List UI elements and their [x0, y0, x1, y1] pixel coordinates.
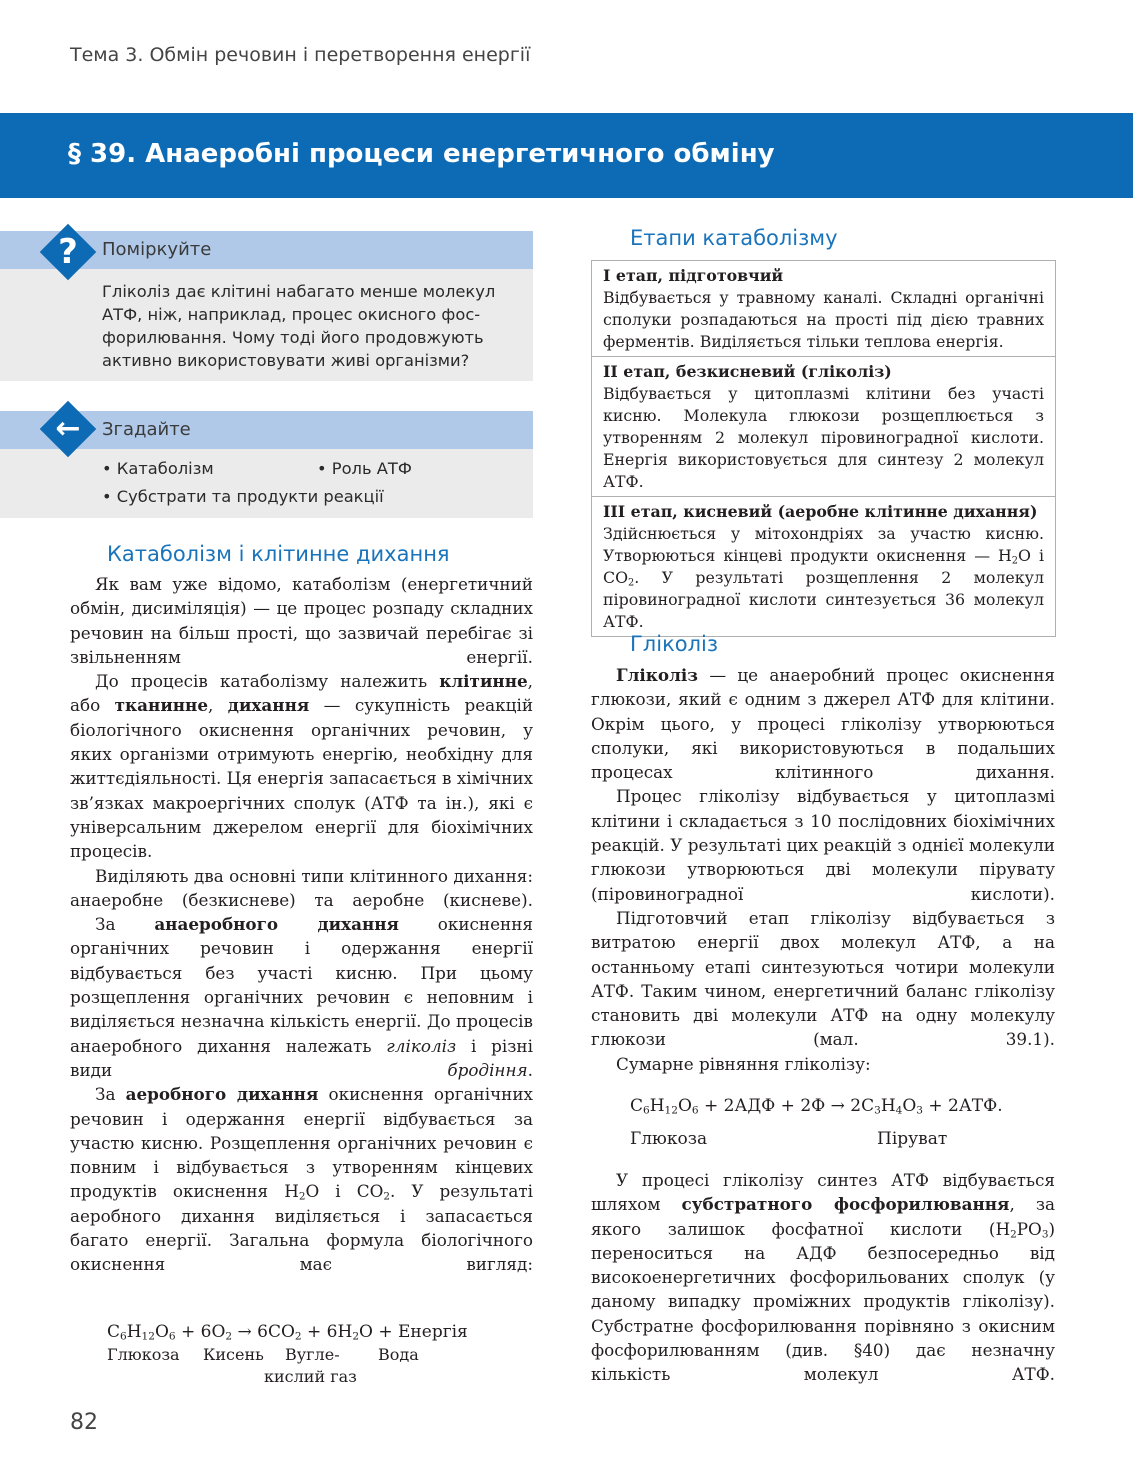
paragraph: За анаеробного дихання окиснення органічних речовин і одержання енергії відбувається без участі кисню. При цьому розщеплення органічних речовин є неповним і виділяється незначна кількість енергії. До процесів анаеробного дихання належать гліколіз і різні види бродіння.	[70, 914, 534, 1080]
equation-label: кислий газ	[264, 1367, 357, 1386]
recall-box-label: Згадайте	[102, 419, 191, 440]
equation-glycolysis: $C_6H_{12}O_6 + 2АДФ + 2Ф \to 2C_3H_4O_3 + 2АТФ$.	[630, 1096, 1003, 1117]
recall-item: • Роль АТФ	[317, 459, 412, 478]
equation-label: Кисень	[203, 1345, 264, 1364]
stage-text: Відбувається у травному каналі. Складні органічні сполуки розпадаються на прості під дією травних ферментів. Виділяється тільки теплова енергія.	[603, 288, 1044, 351]
think-line: Гліколіз дає клітині набагато менше молекул	[102, 282, 496, 301]
arrow-left-glyph: ←	[55, 411, 81, 446]
recall-item: • Субстрати та продукти реакції	[102, 487, 384, 506]
stage-row	[592, 497, 1055, 636]
think-box-label: Поміркуйте	[102, 239, 212, 260]
running-head: Тема 3. Обмін речовин і перетворення енергії	[70, 44, 531, 66]
think-line: АТФ, ніж, наприклад, процес окисного фос-	[102, 305, 481, 324]
stage-title: II етап, безкисневий (гліколіз)	[603, 362, 892, 381]
chapter-title: § 39. Анаеробні процеси енергетичного обміну	[68, 139, 775, 169]
section-title-catabolism: Катаболізм і клітинне дихання	[107, 542, 450, 566]
paragraph: Як вам уже відомо, катаболізм (енергетичний обмін, дисиміляція) — це процес розпаду складних речовин на більш прості, що зазвичай перебігає зі звільненням енергії.	[70, 574, 533, 667]
chapter-banner	[0, 113, 1133, 198]
stage-text: Здійснюється у мітохондріях за участю кисню. Утворюються кінцеві продукти окиснення — $H_2O$ і $CO_2$. У результаті розщеплення 2 молекул піровиноградної кислоти синтезується 36 молекул АТФ.	[603, 524, 1044, 631]
recall-box-body	[0, 449, 533, 518]
paragraph: До процесів катаболізму належить клітинне, або тканинне, дихання — сукупність реакцій біологічного окиснення органічних речовин, у яких організми отримують енергію, необхідну для життєдіяльності. Ця енергія запасається в хімічних зв’язках макроергічних сполук (АТФ та ін.), які є універсальним джерелом енергії для біохімічних процесів.	[70, 671, 534, 862]
equation-respiration: $C_6H_{12}O_6 + 6O_2 \to 6CO_2 + 6H_2O$ + Енергія	[107, 1322, 468, 1343]
left-column-text	[70, 572, 533, 1277]
section-title-glycolysis: Гліколіз	[630, 632, 719, 656]
equation-label: Вода	[378, 1345, 419, 1364]
stage-title: III етап, кисневий (аеробне клітинне дихання)	[603, 502, 1038, 521]
stage-text: Відбувається у цитоплазмі клітини без участі кисню. Молекула глюкози розщеплюється з утворенням 2 молекул піровиноградної кислоти. Енергія використовується для синтезу 2 молекул АТФ.	[603, 384, 1044, 491]
stage-row	[592, 261, 1055, 357]
paragraph: За аеробного дихання окиснення органічних речовин і одержання енергії відбувається за участю кисню. Розщеплення органічних речовин є повним і відбувається з утворенням кінцевих продуктів окиснення $H_2O$ і $CO_2$. У результаті аеробного дихання виділяється і запасається багато енергії. Загальна формула біологічного окиснення має вигляд:	[70, 1084, 534, 1275]
stage-title: I етап, підготовчий	[603, 266, 784, 285]
equation-label: Глюкоза	[107, 1345, 180, 1364]
equation-label: Глюкоза	[630, 1129, 708, 1149]
equation-label: Вугле-	[285, 1345, 340, 1364]
think-box-text	[102, 280, 512, 372]
section-title-stages: Етапи катаболізму	[630, 226, 838, 250]
paragraph: У процесі гліколізу синтез АТФ відбувається шляхом субстратного фосфорилювання, за якого залишок фосфатної кислоти $(H_2PO_3)$ переноситься на АДФ безпосередньо від високоенергетичних фосфорильованих сполук (у даному випадку проміжних продуктів гліколізу). Субстратне фосфорилювання порівняно з окисним фосфорилюванням (див. §40) дає незначну кількість молекул АТФ.	[591, 1170, 1055, 1385]
page-number: 82	[70, 1410, 98, 1435]
equation-label: Піруват	[877, 1129, 948, 1149]
stage-row	[592, 357, 1055, 497]
right-column-text-bottom	[591, 1168, 1055, 1387]
paragraph: Процес гліколізу відбувається у цитоплазмі клітини і складається з 10 послідовних біохімічних реакцій. У результаті цих реакцій з однієї молекули глюкози утворюються дві молекули пірувату (піровиноградної кислоти).	[591, 786, 1055, 904]
paragraph: Виділяють два основні типи клітинного дихання: анаеробне (безкисневе) та аеробне (кисневе).	[70, 865, 533, 910]
recall-item: • Катаболізм	[102, 459, 214, 478]
think-line: форилювання. Чому тоді його продовжують	[102, 328, 484, 347]
paragraph: Підготовчий етап гліколізу відбувається з витратою енергії двох молекул АТФ, а на останньому етапі синтезуються чотири молекули АТФ. Таким чином, енергетичний баланс гліколізу становить дві молекули АТФ на одну молекулу глюкози (мал. 39.1).	[591, 907, 1055, 1050]
paragraph: Гліколіз — це анаеробний процес окиснення глюкози, який є одним з джерел АТФ для клітини. Окрім цього, у процесі гліколізу утворюються сполуки, які використовуються в подальших процесах клітинного дихання.	[591, 665, 1055, 783]
stages-table	[591, 260, 1056, 637]
question-mark-glyph: ?	[58, 232, 78, 272]
think-line: активно використовувати живі організми?	[102, 351, 470, 370]
right-column-text	[591, 663, 1055, 1076]
think-box-body	[0, 269, 533, 381]
paragraph: Сумарне рівняння гліколізу:	[616, 1053, 871, 1074]
